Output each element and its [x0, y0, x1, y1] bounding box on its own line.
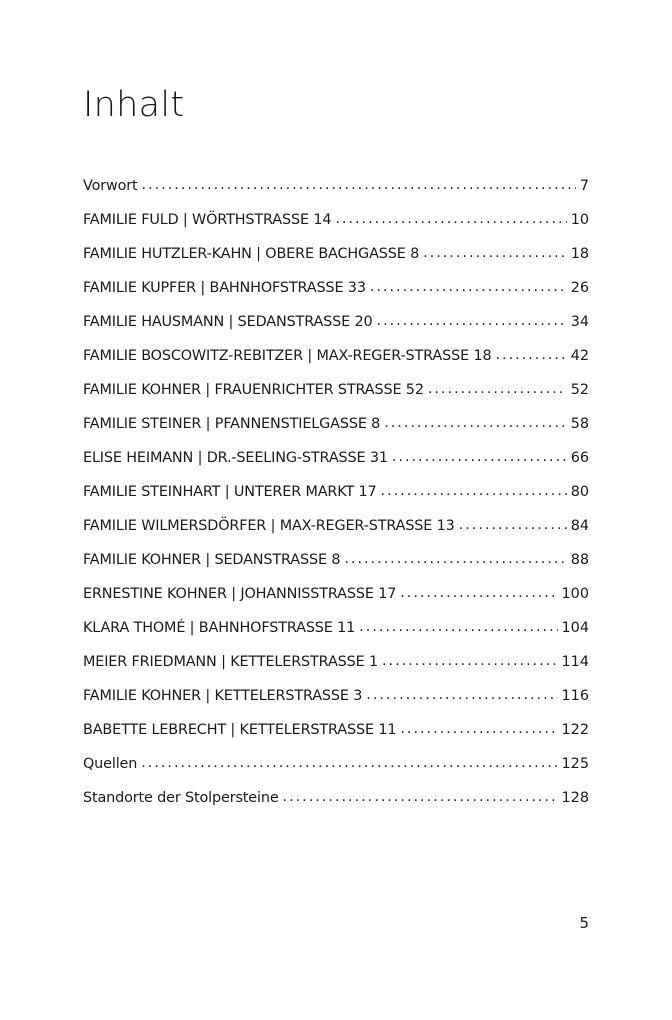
- toc-entry[interactable]: [83, 244, 589, 278]
- toc-entry-page: 128: [561, 790, 589, 806]
- toc-entry-title: FAMILIE HUTZLER-KAHN | OBERE BACHGASSE 8: [83, 246, 420, 262]
- toc-entry-title: FAMILIE KOHNER | SEDANSTRASSE 8: [83, 552, 341, 568]
- toc-entry-page: 66: [570, 450, 589, 466]
- dot-leader: [423, 243, 567, 263]
- dot-leader: [366, 685, 557, 705]
- dot-leader: [400, 719, 557, 739]
- dot-leader: [359, 617, 557, 637]
- toc-entry[interactable]: [83, 278, 589, 312]
- toc-entry-page: 18: [570, 246, 589, 262]
- toc-entry[interactable]: [83, 618, 589, 652]
- toc-entry[interactable]: [83, 380, 589, 414]
- toc-entry-page: 58: [570, 416, 589, 432]
- toc-entry-title: KLARA THOMÉ | BAHNHOFSTRASSE 11: [83, 620, 356, 636]
- toc-entry-title: FAMILIE STEINHART | UNTERER MARKT 17: [83, 484, 377, 500]
- toc-entry-title: FAMILIE BOSCOWITZ-REBITZER | MAX-REGER-STRASSE 18: [83, 348, 492, 364]
- toc-entry-title: FAMILIE KOHNER | KETTELERSTRASSE 3: [83, 688, 363, 704]
- toc-entry[interactable]: [83, 312, 589, 346]
- toc-entry-page: 114: [561, 654, 589, 670]
- toc-entry-title: FAMILIE KUPFER | BAHNHOFSTRASSE 33: [83, 280, 366, 296]
- dot-leader: [381, 481, 567, 501]
- toc-entry-page: 122: [561, 722, 589, 738]
- toc-entry-page: 10: [570, 212, 589, 228]
- toc-entry[interactable]: [83, 448, 589, 482]
- dot-leader: [335, 209, 566, 229]
- toc-entry-title: Quellen: [83, 756, 138, 772]
- toc-entry-page: 104: [561, 620, 589, 636]
- dot-leader: [400, 583, 557, 603]
- toc-entry-page: 26: [570, 280, 589, 296]
- toc-entry[interactable]: [83, 720, 589, 754]
- toc-entry-page: 80: [570, 484, 589, 500]
- dot-leader: [141, 753, 557, 773]
- toc-entry-page: 7: [579, 178, 589, 194]
- dot-leader: [142, 175, 576, 195]
- toc-entry-title: ERNESTINE KOHNER | JOHANNISSTRASSE 17: [83, 586, 397, 602]
- toc-entry-title: FAMILIE FULD | WÖRTHSTRASSE 14: [83, 212, 332, 228]
- toc-entry[interactable]: [83, 788, 589, 822]
- toc-entry[interactable]: [83, 176, 589, 210]
- toc-entry-title: BABETTE LEBRECHT | KETTELERSTRASSE 11: [83, 722, 397, 738]
- toc-entry[interactable]: [83, 686, 589, 720]
- table-of-contents: [83, 176, 589, 822]
- toc-entry-page: 125: [561, 756, 589, 772]
- toc-entry-title: FAMILIE STEINER | PFANNENSTIELGASSE 8: [83, 416, 381, 432]
- toc-entry-page: 84: [570, 518, 589, 534]
- dot-leader: [283, 787, 558, 807]
- toc-entry-title: Vorwort: [83, 178, 138, 194]
- dot-leader: [382, 651, 558, 671]
- toc-entry[interactable]: [83, 516, 589, 550]
- toc-entry-title: MEIER FRIEDMANN | KETTELERSTRASSE 1: [83, 654, 378, 670]
- toc-entry[interactable]: [83, 414, 589, 448]
- toc-entry-page: 42: [570, 348, 589, 364]
- toc-entry-title: FAMILIE HAUSMANN | SEDANSTRASSE 20: [83, 314, 373, 330]
- toc-entry[interactable]: [83, 482, 589, 516]
- toc-entry-page: 100: [561, 586, 589, 602]
- dot-leader: [344, 549, 566, 569]
- toc-entry-title: ELISE HEIMANN | DR.-SEELING-STRASSE 31: [83, 450, 388, 466]
- dot-leader: [459, 515, 567, 535]
- toc-entry-title: Standorte der Stolpersteine: [83, 790, 279, 806]
- dot-leader: [384, 413, 567, 433]
- toc-entry[interactable]: [83, 754, 589, 788]
- toc-entry-title: FAMILIE KOHNER | FRAUENRICHTER STRASSE 52: [83, 382, 424, 398]
- dot-leader: [392, 447, 567, 467]
- toc-entry-page: 34: [570, 314, 589, 330]
- page-number: 5: [579, 914, 589, 932]
- page-title: Inhalt: [83, 85, 185, 125]
- toc-entry[interactable]: [83, 210, 589, 244]
- dot-leader: [377, 311, 567, 331]
- toc-entry[interactable]: [83, 550, 589, 584]
- toc-entry[interactable]: [83, 652, 589, 686]
- dot-leader: [428, 379, 567, 399]
- dot-leader: [495, 345, 566, 365]
- dot-leader: [370, 277, 567, 297]
- toc-entry-page: 116: [561, 688, 589, 704]
- toc-entry[interactable]: [83, 346, 589, 380]
- toc-entry-page: 52: [570, 382, 589, 398]
- toc-entry-page: 88: [570, 552, 589, 568]
- toc-entry-title: FAMILIE WILMERSDÖRFER | MAX-REGER-STRASSE 13: [83, 518, 455, 534]
- toc-entry[interactable]: [83, 584, 589, 618]
